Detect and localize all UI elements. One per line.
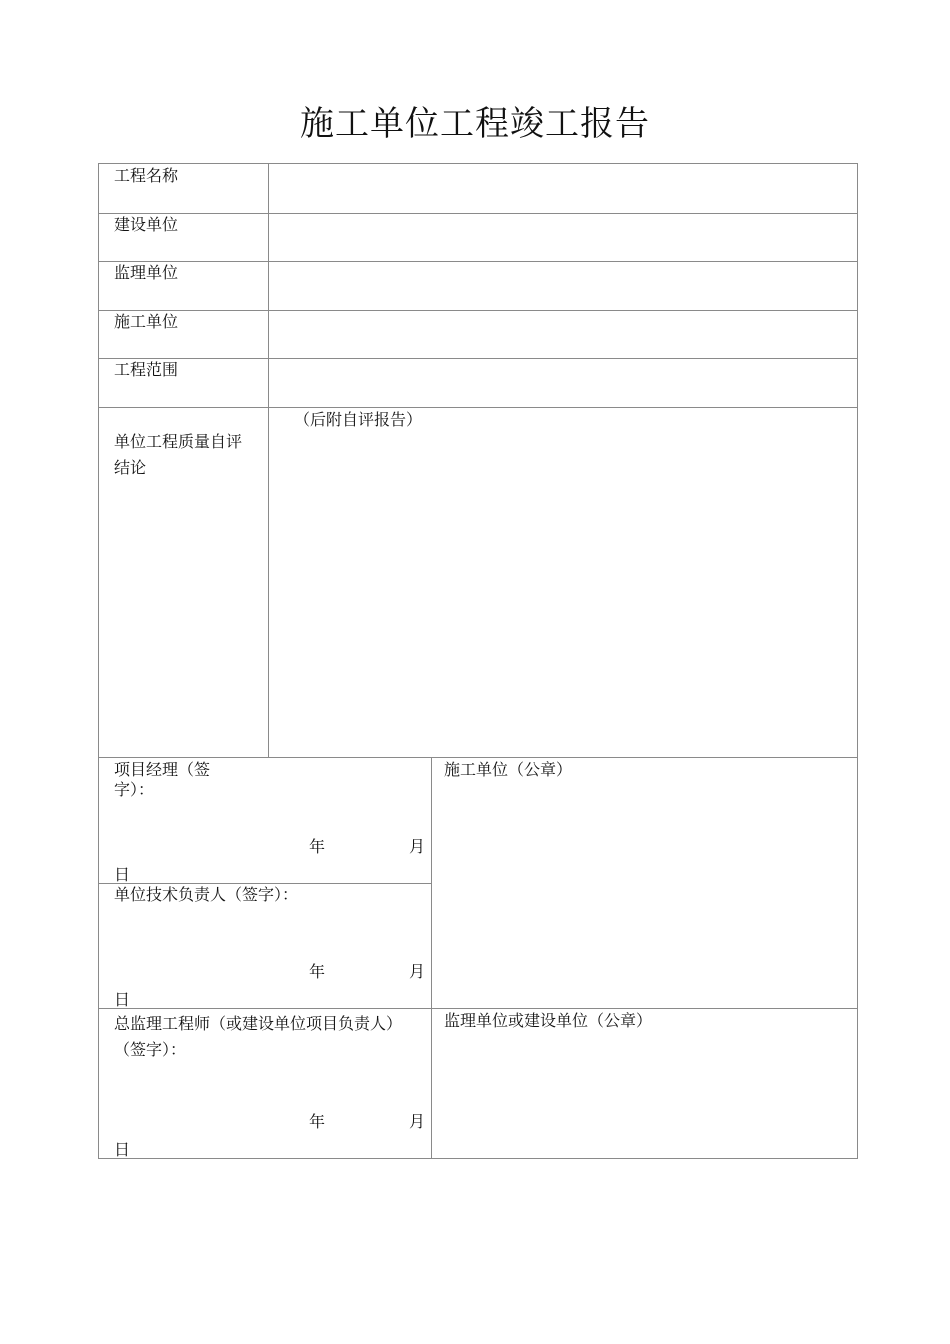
chief-engineer-signature-label-line1: 总监理工程师（或建设单位项目负责人）: [114, 1014, 403, 1033]
report-form: [98, 163, 858, 1159]
quality-label-line2: 结论: [114, 458, 147, 477]
pm-date-year: 年: [309, 837, 326, 856]
supervision-unit-label: 监理单位: [114, 263, 179, 282]
contractor-unit-field[interactable]: [269, 311, 857, 358]
pm-signature-label-line2: 字）：: [114, 780, 155, 799]
contractor-seal-label: 施工单位（公章）: [444, 760, 573, 779]
project-name-label: 工程名称: [114, 166, 179, 185]
tech-lead-date-year: 年: [309, 962, 326, 981]
construction-unit-field[interactable]: [269, 214, 857, 261]
supervision-unit-field[interactable]: [269, 262, 857, 310]
row-divider: [99, 407, 857, 408]
pm-date-day: 日: [114, 865, 131, 884]
contractor-unit-label: 施工单位: [114, 312, 179, 331]
tech-lead-signature-label: 单位技术负责人（签字）：: [114, 885, 299, 904]
chief-date-month: 月: [409, 1112, 426, 1131]
chief-engineer-signature-label-line2: （签字）：: [114, 1040, 187, 1059]
construction-unit-label: 建设单位: [114, 215, 179, 234]
tech-lead-date-day: 日: [114, 990, 131, 1009]
sign-column-divider: [431, 757, 432, 1158]
pm-date-month: 月: [409, 837, 426, 856]
supervision-seal-label: 监理单位或建设单位（公章）: [444, 1011, 653, 1030]
chief-date-day: 日: [114, 1140, 131, 1159]
project-name-field[interactable]: [269, 164, 857, 213]
tech-lead-date-month: 月: [409, 962, 426, 981]
attachment-note: （后附自评报告）: [294, 410, 423, 429]
page-title: 施工单位工程竣工报告: [300, 104, 650, 144]
pm-signature-label-line1: 项目经理（签: [114, 760, 211, 779]
project-scope-label: 工程范围: [114, 360, 179, 379]
chief-date-year: 年: [309, 1112, 326, 1131]
project-scope-field[interactable]: [269, 359, 857, 407]
quality-label-line1: 单位工程质量自评: [114, 432, 243, 451]
